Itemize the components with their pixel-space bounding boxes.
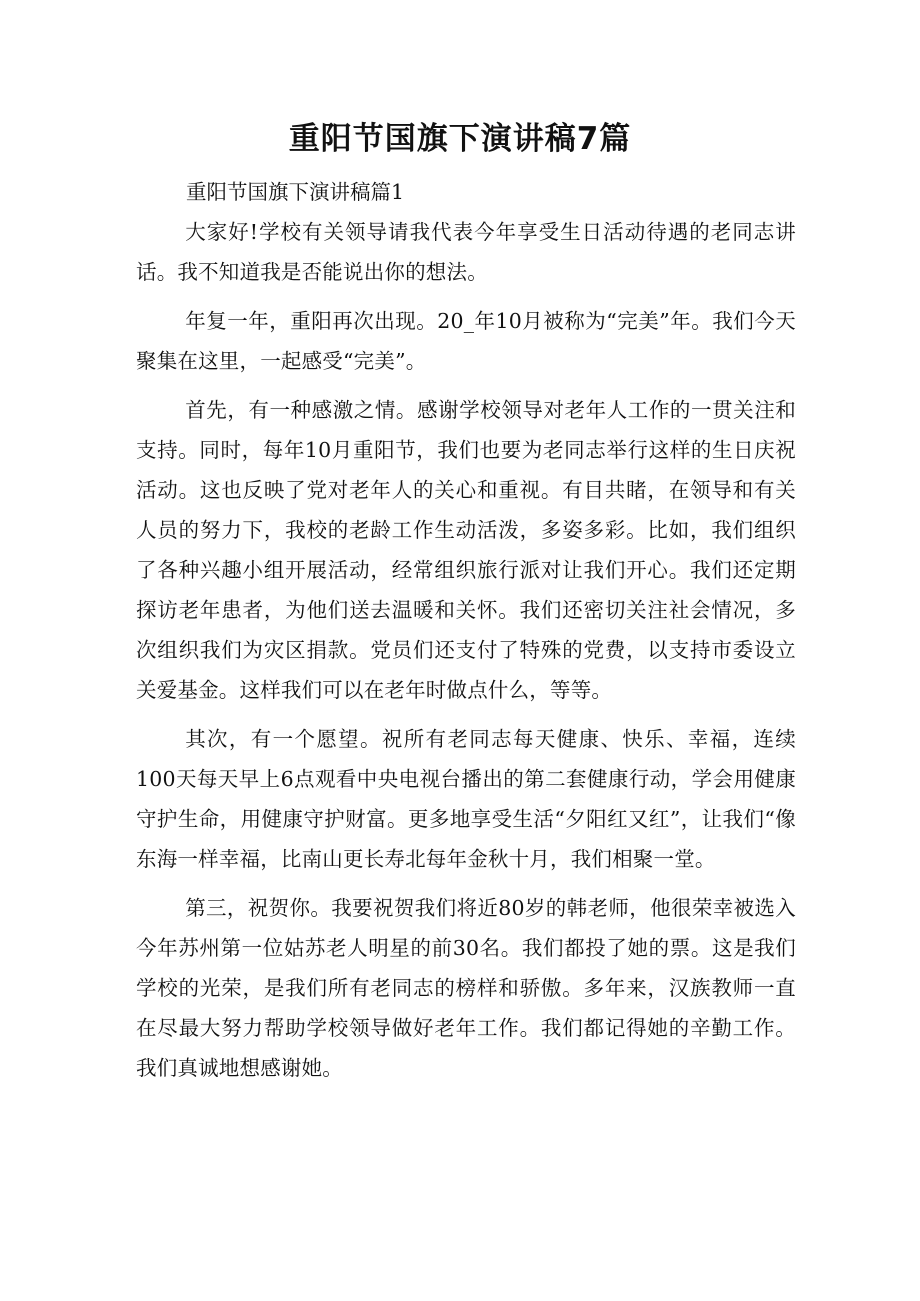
document-body bbox=[136, 212, 796, 1097]
paragraph: 首先，有一种感激之情。感谢学校领导对老年人工作的一贯关注和支持。同时，每年10月重阳节，我们也要为老同志举行这样的生日庆祝活动。这也反映了党对老年人的关心和重视。有目共睹，在领导和有关人员的努力下，我校的老龄工作生动活泼，多姿多彩。比如，我们组织了各种兴趣小组开展活动，经常组织旅行派对让我们开心。我们还定期探访老年患者，为他们送去温暖和关怀。我们还密切关注社会情况，多次组织我们为灾区捐款。党员们还支付了特殊的党费，以支持市委设立关爱基金。这样我们可以在老年时做点什么，等等。 bbox=[136, 398, 796, 702]
section-heading: 重阳节国旗下演讲稿篇1 bbox=[186, 180, 405, 204]
paragraph: 其次，有一个愿望。祝所有老同志每天健康、快乐、幸福，连续100天每天早上6点观看中央电视台播出的第二套健康行动，学会用健康守护生命，用健康守护财富。更多地享受生活“夕阳红又红”，让我们“像东海一样幸福，比南山更长寿北每年金秋十月，我们相聚一堂。 bbox=[136, 727, 796, 871]
paragraph: 第三，祝贺你。我要祝贺我们将近80岁的韩老师，他很荣幸被选入今年苏州第一位姑苏老人明星的前30名。我们都投了她的票。这是我们学校的光荣，是我们所有老同志的榜样和骄傲。多年来，汉族教师一直在尽最大努力帮助学校领导做好老年工作。我们都记得她的辛勤工作。我们真诚地想感谢她。 bbox=[136, 896, 796, 1080]
paragraph: 年复一年，重阳再次出现。20_年10月被称为“完美”年。我们今天聚集在这里，一起感受“完美”。 bbox=[136, 309, 796, 373]
document-title: 重阳节国旗下演讲稿7篇 bbox=[288, 121, 632, 157]
paragraph: 大家好!学校有关领导请我代表今年享受生日活动待遇的老同志讲话。我不知道我是否能说出你的想法。 bbox=[136, 220, 796, 284]
